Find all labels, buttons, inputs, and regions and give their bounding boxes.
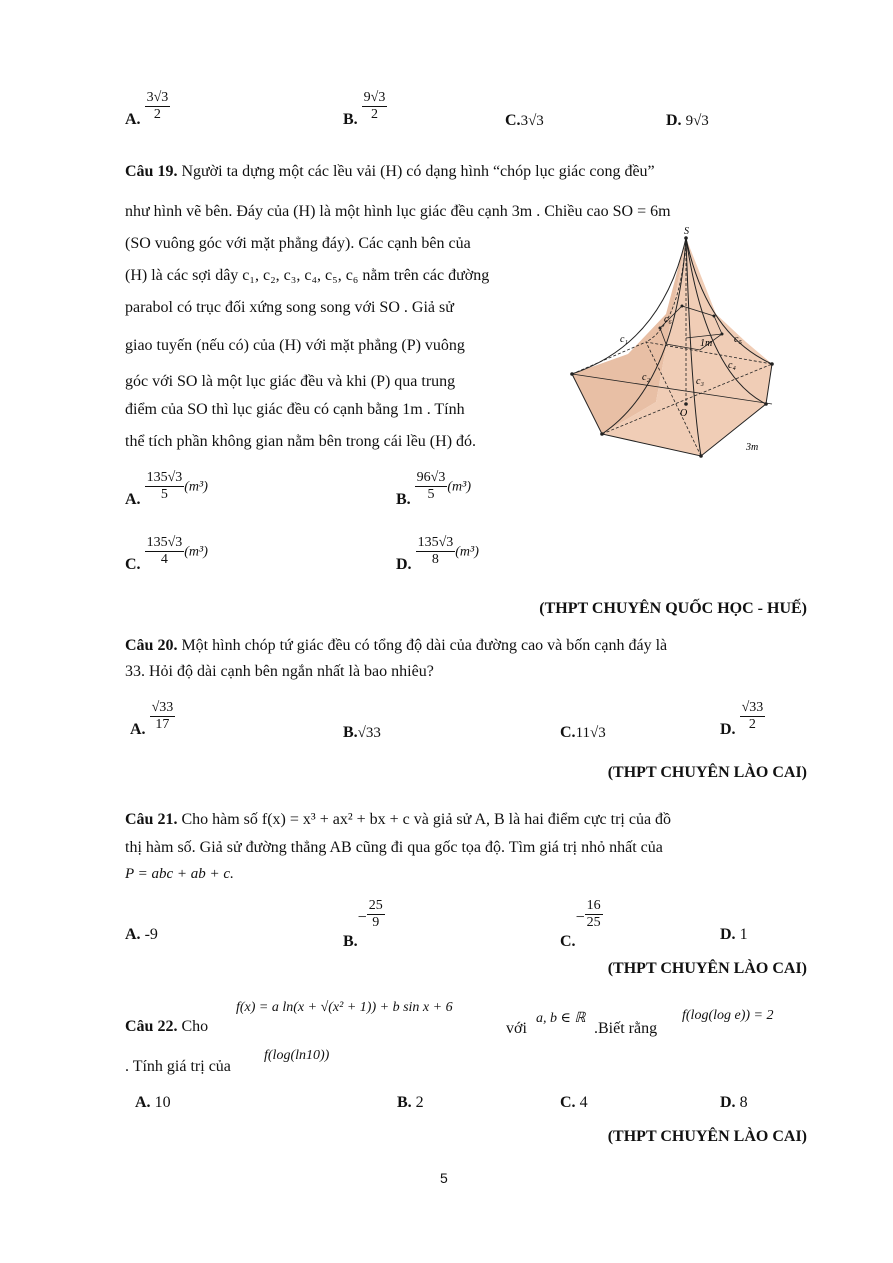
- q20-option-a: [130, 700, 175, 739]
- hex-vertex: [699, 454, 703, 458]
- option-label: B.: [397, 1094, 412, 1111]
- option-value: 8: [739, 1094, 748, 1111]
- mid-vertex: [659, 327, 662, 330]
- option-label: A.: [125, 926, 141, 943]
- denominator: 5: [427, 487, 435, 503]
- question-label: Câu 22.: [125, 1018, 178, 1035]
- numerator: 16: [585, 898, 603, 915]
- mid-vertex: [713, 315, 716, 318]
- option-value: -9: [144, 926, 158, 943]
- option-value: 11√3: [575, 725, 606, 741]
- fraction: [415, 470, 448, 503]
- page-number: 5: [440, 1170, 448, 1186]
- question-label: Câu 20.: [125, 637, 178, 654]
- option-label: A.: [130, 721, 146, 739]
- q19-line-3: (SO vuông góc với mặt phẳng đáy). Các cạnh bên của: [125, 235, 471, 252]
- option-value: 2: [415, 1094, 424, 1111]
- q22-line-2: . Tính giá trị của: [125, 1058, 231, 1075]
- option-label: A.: [125, 491, 141, 509]
- q20-line-1: [125, 634, 667, 658]
- minus-sign: −: [575, 909, 585, 927]
- q19-option-a: [125, 470, 208, 509]
- q19-line-1: [125, 160, 655, 184]
- q22-line-1: [125, 1018, 208, 1036]
- q22-given: f(log(log e)) = 2: [682, 1008, 774, 1023]
- q18-option-a: [125, 90, 170, 129]
- minus-sign: −: [357, 909, 367, 927]
- q19-line-6: giao tuyến (nếu có) của (H) với mặt phẳng (P) vuông: [125, 337, 465, 354]
- q20-option-c: [560, 724, 606, 742]
- option-label: D.: [720, 926, 736, 943]
- question-text: Một hình chóp tứ giác đều có tổng độ dài của đường cao và bốn cạnh đáy là: [181, 637, 668, 654]
- q21-option-b: [343, 898, 385, 951]
- q22-source: (THPT CHUYÊN LÀO CAI): [607, 1128, 807, 1145]
- option-label: C.: [560, 1094, 576, 1111]
- option-label: B.: [343, 111, 358, 129]
- q18-option-c: [505, 112, 544, 130]
- q19-option-b: [396, 470, 471, 509]
- option-label: B.: [343, 933, 358, 951]
- q19-line-7: góc với SO là một lục giác đều và khi (P) qua trung: [125, 373, 456, 390]
- unit: (m³): [455, 544, 479, 560]
- fraction: [145, 470, 185, 503]
- q22-option-d: [720, 1094, 748, 1112]
- question-text: Cho: [181, 1018, 209, 1035]
- option-label: D.: [720, 721, 736, 739]
- question-label: Câu 21.: [125, 811, 178, 828]
- option-label: C.: [560, 933, 576, 951]
- q22-formula: f(x) = a ln(x + √(x² + 1)) + b sin x + 6: [236, 1000, 453, 1015]
- label-c2: c₂: [642, 372, 650, 383]
- option-label: D.: [666, 112, 682, 129]
- hex-vertex: [600, 432, 604, 436]
- denominator: 2: [371, 107, 379, 123]
- question-text: Cho hàm số f(x) = x³ + ax² + bx + c và giả sử A, B là hai điểm cực trị của đồ: [181, 811, 672, 828]
- unit: (m³): [184, 544, 208, 560]
- q20-option-b: [343, 724, 381, 742]
- label-c1: c₁: [620, 334, 628, 345]
- denominator: 4: [160, 552, 168, 568]
- numerator: 9√3: [362, 90, 388, 107]
- q19-line-5: parabol có trục đối xứng song song với SO . Giả sử: [125, 299, 454, 316]
- q20-line-2: 33. Hỏi độ dài cạnh bên ngắn nhất là bao nhiêu?: [125, 663, 434, 680]
- fraction: [585, 898, 603, 931]
- denominator: 9: [372, 915, 380, 931]
- label-o: O: [680, 408, 688, 419]
- denominator: 8: [431, 552, 439, 568]
- option-label: C.: [125, 556, 141, 574]
- numerator: √33: [740, 700, 766, 717]
- mid-vertex: [721, 333, 724, 336]
- q22-target: f(log(ln10)): [264, 1048, 330, 1063]
- option-value: 9√3: [685, 113, 709, 129]
- numerator: 96√3: [415, 470, 448, 487]
- fraction: [145, 535, 185, 568]
- q19-option-c: [125, 535, 208, 574]
- option-label: A.: [125, 111, 141, 129]
- numerator: 25: [367, 898, 385, 915]
- numerator: √33: [150, 700, 176, 717]
- fraction: [145, 90, 171, 123]
- unit: (m³): [447, 479, 471, 495]
- option-label: B.: [396, 491, 411, 509]
- label-c3: c₃: [696, 376, 704, 387]
- option-value: 1: [739, 926, 748, 943]
- label-c5: c₅: [734, 334, 742, 345]
- q20-option-d: [720, 700, 765, 739]
- q19-line-8: điểm của SO thì lục giác đều có cạnh bằng 1m . Tính: [125, 401, 465, 418]
- fraction: [150, 700, 176, 733]
- denominator: 2: [748, 717, 756, 733]
- q19-source: (THPT CHUYÊN QUỐC HỌC - HUẾ): [539, 600, 807, 617]
- q22-option-b: [397, 1094, 424, 1112]
- numerator: 135√3: [145, 535, 185, 552]
- label-c6: c₆: [664, 314, 672, 325]
- q22-option-c: [560, 1094, 588, 1112]
- option-value: 3√3: [520, 113, 544, 129]
- tent-figure: [566, 224, 796, 460]
- q19-line-4: (H) là các sợi dây c₁, c₂, c₃, c₄, c₅, c₆ nằm trên các đường: [125, 267, 490, 284]
- hex-vertex: [770, 362, 774, 366]
- numerator: 135√3: [416, 535, 456, 552]
- question-label: Câu 19.: [125, 163, 178, 180]
- denominator: 2: [153, 107, 161, 123]
- q19-option-d: [396, 535, 479, 574]
- label-3m: 3m: [746, 442, 759, 453]
- option-value: 10: [154, 1094, 171, 1111]
- q19-line-2: như hình vẽ bên. Đáy của (H) là một hình lục giác đều cạnh 3m . Chiều cao SO = 6m: [125, 203, 671, 220]
- numerator: 3√3: [145, 90, 171, 107]
- q21-line-1: [125, 808, 671, 832]
- fraction: [362, 90, 388, 123]
- option-label: D.: [396, 556, 412, 574]
- label-c4: c₄: [728, 360, 736, 371]
- q21-line-2: thị hàm số. Giả sử đường thẳng AB cũng đi qua gốc tọa độ. Tìm giá trị nhỏ nhất của: [125, 839, 663, 856]
- hex-vertex: [764, 402, 768, 406]
- fraction: [416, 535, 456, 568]
- q20-source: (THPT CHUYÊN LÀO CAI): [607, 764, 807, 781]
- q22-option-a: [135, 1094, 171, 1112]
- q21-line-3: P = abc + ab + c.: [125, 866, 234, 882]
- q22-given-text: .Biết rằng: [594, 1020, 658, 1037]
- numerator: 135√3: [145, 470, 185, 487]
- denominator: 5: [160, 487, 168, 503]
- unit: (m³): [184, 479, 208, 495]
- option-label: D.: [720, 1094, 736, 1111]
- option-value: 4: [579, 1094, 588, 1111]
- q21-option-a: [125, 926, 158, 944]
- q18-option-d: [666, 112, 709, 130]
- mid-vertex: [681, 305, 684, 308]
- question-text: Người ta dựng một các lều vải (H) có dạng hình “chóp lục giác cong đều”: [181, 163, 655, 180]
- label-s: S: [684, 226, 689, 237]
- label-1m: 1m: [700, 338, 713, 349]
- q21-option-d: [720, 926, 748, 944]
- q19-line-9: thể tích phần không gian nằm bên trong cái lều (H) đó.: [125, 433, 477, 450]
- hex-vertex: [570, 372, 574, 376]
- fraction: [367, 898, 385, 931]
- q21-option-c: [560, 898, 603, 951]
- q22-with: với: [506, 1020, 527, 1037]
- fraction: [740, 700, 766, 733]
- point-o: [684, 402, 688, 406]
- option-label: B.: [343, 724, 358, 741]
- option-label: A.: [135, 1094, 151, 1111]
- option-label: C.: [560, 724, 576, 741]
- q21-source: (THPT CHUYÊN LÀO CAI): [607, 960, 807, 977]
- denominator: 17: [155, 717, 170, 733]
- option-label: C.: [505, 112, 521, 129]
- option-value: √33: [357, 725, 381, 741]
- q18-option-b: [343, 90, 387, 129]
- q22-condition: a, b ∈ ℝ: [536, 1011, 586, 1026]
- denominator: 25: [586, 915, 601, 931]
